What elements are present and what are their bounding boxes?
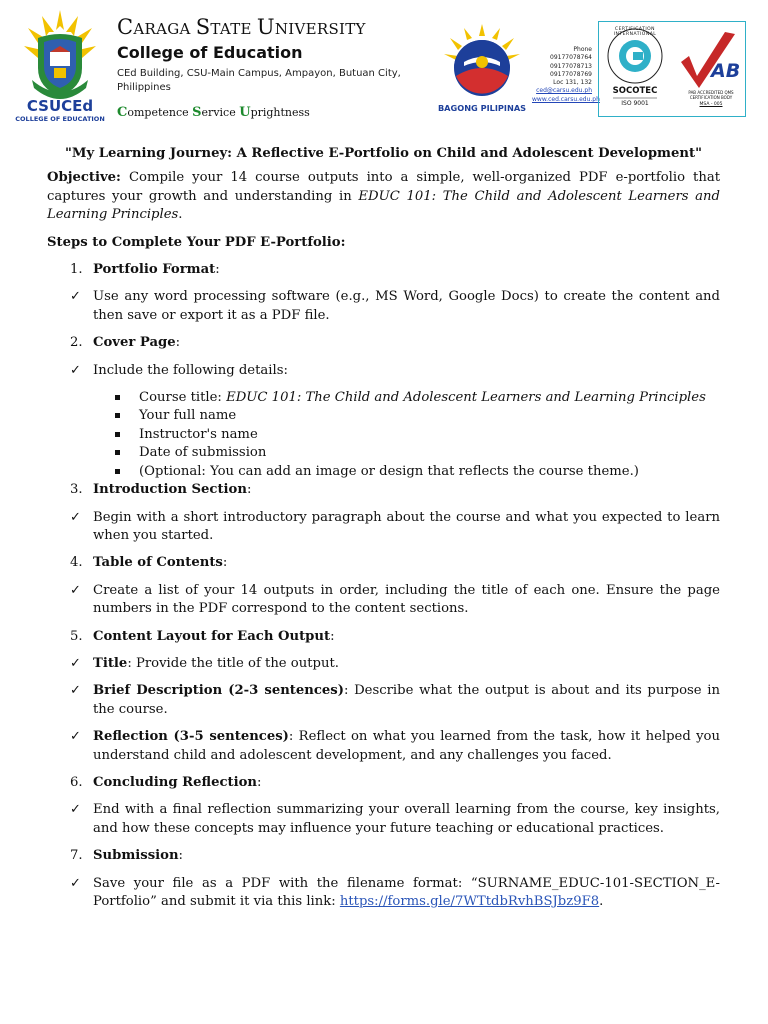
contact-local: Loc 131, 132 [553,79,592,87]
step-title: Table of Contents [93,555,223,571]
certification-ring-text: CERTIFICATION INTERNATIONAL [613,27,657,37]
checklist-item: ✓ End with a final reflection summarizing your overall learning from the course, key insights, and how these concepts may influence your future teaching or educational practices. [70,802,720,836]
square-bullet-icon [115,413,120,418]
certification-logos [598,21,746,117]
list-item: Course title: EDUC 101: The Child and Adolescent Learners and Learning Principles [139,389,720,407]
step-title: Cover Page [93,335,176,351]
step-title: Concluding Reflection [93,774,257,790]
checkmark-icon: ✓ [70,289,82,305]
document-body [47,145,720,911]
checklist-item: ✓ Use any word processing software (e.g., MS Word, Google Docs) to create the content and then save or export it as a PDF file. [70,289,720,323]
step-item: 7. Submission: [70,848,183,864]
contact-email-link[interactable]: ced@carsu.edu.ph [536,87,592,95]
step-item: 2. Cover Page: [70,335,181,351]
checkmark-icon: ✓ [70,509,82,525]
college-name: College of Education [117,43,303,62]
step-title: Introduction Section [93,482,247,498]
square-bullet-icon [115,450,120,455]
checklist-item: ✓ Title: Provide the title of the output. [47,655,720,673]
checklist-item: ✓ Begin with a short introductory paragraph about the course and what you expected to learn when you started. [70,509,720,543]
contact-website-link[interactable]: www.ced.carsu.edu.ph [532,95,600,103]
university-name: CARAGA STATE UNIVERSITY [117,15,366,39]
list-item: Your full name [139,407,720,425]
csu-ced-logo-subtext: COLLEGE OF EDUCATION [15,115,105,123]
step-item: 4. Table of Contents: [70,555,228,571]
college-address: CEd Building, CSU-Main Campus, Ampayon, Butuan City, Philippines [117,68,401,93]
submission-link[interactable]: https://forms.gle/7WTtdbRvhBSJbz9F8 [339,894,600,909]
checklist-item: ✓ Reflection (3-5 sentences): Reflect on what you learned from the task, how it helped you understand child and adolescent development, and any challenges you faced. [70,729,720,763]
objective-paragraph: Objective: Compile your 14 course outputs into a simple, well-organized PDF e-portfolio that captures your growth and understanding in EDUC 101: The Child and Adolescent Learners and Learning Principles. [47,170,720,223]
pab-code: MSA - 005 [699,102,723,107]
checklist-item: ✓ Brief Description (2-3 sentences): Describe what the output is about and its purpose in the course. [70,683,720,717]
checkmark-icon: ✓ [70,802,82,818]
list-item: Date of submission [139,444,720,462]
contact-phone-3: 09177078769 [550,70,592,78]
checkmark-icon: ✓ [70,582,82,598]
step-item: 1. Portfolio Format: [70,262,220,278]
checkmark-icon: ✓ [70,655,82,671]
bagong-pilipinas-logo [434,22,530,114]
list-item: (Optional: You can add an image or design that reflects the course theme.) [139,463,720,481]
contact-phone-2: 09177078713 [550,62,592,70]
objective-label: Objective: [47,170,121,186]
csu-ced-logo-text: CSUCEd [26,97,94,115]
pab-accredited-label: PAB ACCREDITED QMS CERTIFICATION BODY [688,90,734,100]
list-item: Instructor's name [139,426,720,444]
university-block [117,14,437,120]
document-title: "My Learning Journey: A Reflective E-Portfolio on Child and Adolescent Development" [65,146,702,161]
socotec-label: SOCOTEC [612,86,658,96]
checkmark-icon: ✓ [70,729,82,745]
letterhead [0,0,768,130]
checkmark-icon: ✓ [70,683,82,699]
checklist-item: ✓ Save your file as a PDF with the filename format: “SURNAME_EDUC-101-SECTION_E-Portfolio” and submit it via this link: https://forms.gle/7WTtdbRvhBSJbz9F8. [70,875,720,909]
checklist-item: ✓ Create a list of your 14 outputs in order, including the title of each one. Ensure the page numbers in the PDF correspond to the content sections. [70,582,720,617]
steps-heading: Steps to Complete Your PDF E-Portfolio: [47,234,346,250]
step-title: Submission [93,848,179,864]
square-bullet-icon [115,395,120,400]
contact-phone: Phone 09177078764 [550,46,592,62]
csu-ced-logo [15,8,105,124]
step-title: Portfolio Format [93,262,216,278]
square-bullet-icon [115,432,120,437]
step-item: 5. Content Layout for Each Output: [70,628,335,644]
core-values: Competence Service Uprightness [117,105,310,120]
checklist-item: ✓ Include the following details: [47,362,720,380]
contact-info [532,46,600,104]
step-title: Content Layout for Each Output [93,628,331,644]
step-item: 6. Concluding Reflection: [70,774,262,790]
cover-page-details [47,389,720,481]
iso-label: ISO 9001 [621,100,649,107]
bagong-pilipinas-label: BAGONG PILIPINAS [437,103,527,113]
square-bullet-icon [115,469,120,474]
course-name: EDUC 101: The Child and Adolescent Learners and Learning Principles [47,188,720,223]
checkmark-icon: ✓ [70,875,82,891]
step-item: 3. Introduction Section: [70,482,252,498]
pab-label: AB [711,60,741,82]
checkmark-icon: ✓ [70,362,82,378]
